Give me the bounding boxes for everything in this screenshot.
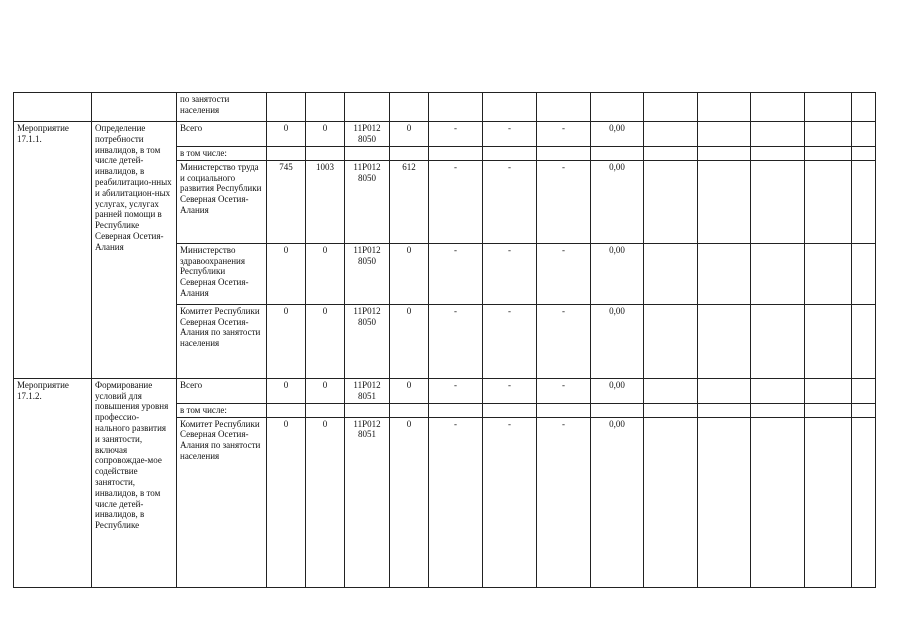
cell-org: Всего [177, 378, 267, 403]
event-name: Определение потребности инвалидов, в том числе детей-инвалидов, в реабилитацио-нных и абилитацион-ных услугах, услугах ранней помощи в Республике Северная Осетия-Алания [92, 122, 177, 379]
table-row: Комитет Республики Северная Осетия-Алания по занятости населения 0 0 11Р012 8050 0 - - - 0,00 [14, 304, 876, 378]
event-name: Формирование условий для повышения уровня профессио-нального развития и занятости, включая сопровождае-мое содействие занятости, инвалидов, в том числе детей-инвалидов, в Республике [92, 378, 177, 587]
cell-org: Комитет Республики Северная Осетия-Алания по занятости населения [177, 417, 267, 587]
cell-org: Комитет Республики Северная Осетия-Алания по занятости населения [177, 304, 267, 378]
cell-org: Министерство здравоохранения Республики Северная Осетия-Алания [177, 243, 267, 304]
cell-org: по занятости населения [177, 93, 267, 122]
table-row: Министерство труда и социального развития Республики Северная Осетия-Алания 745 1003 11Р012 8050 612 - - - 0,00 [14, 160, 876, 243]
cell-org: в том числе: [177, 147, 267, 161]
table-row: Комитет Республики Северная Осетия-Алания по занятости населения 0 0 11Р012 8051 0 - - - 0,00 [14, 417, 876, 587]
cell-org: Министерство труда и социального развития Республики Северная Осетия-Алания [177, 160, 267, 243]
cell-empty [92, 93, 177, 122]
table-row: Мероприятие 17.1.2. Формирование условий для повышения уровня профессио-нального развития и занятости, включая сопровождае-мое содействие занятости, инвалидов, в том числе детей-инвалидов, в Республике Всего 0 0 11Р012 8051 0 - - - 0,00 [14, 378, 876, 403]
cell-org: Всего [177, 122, 267, 147]
table-row: Министерство здравоохранения Республики Северная Осетия-Алания 0 0 11Р012 8050 0 - - - 0,00 [14, 243, 876, 304]
event-number: Мероприятие 17.1.1. [14, 122, 92, 379]
table-row: Мероприятие 17.1.1. Определение потребности инвалидов, в том числе детей-инвалидов, в реабилитацио-нных и абилитацион-ных услугах, услугах ранней помощи в Республике Северная Осетия-Алания Всего 0 0 11Р012 8050 0 - - - 0,00 [14, 122, 876, 147]
cell-empty [14, 93, 92, 122]
table-row [14, 93, 876, 122]
budget-table [13, 92, 876, 588]
event-number: Мероприятие 17.1.2. [14, 378, 92, 587]
cell-org: в том числе: [177, 403, 267, 417]
